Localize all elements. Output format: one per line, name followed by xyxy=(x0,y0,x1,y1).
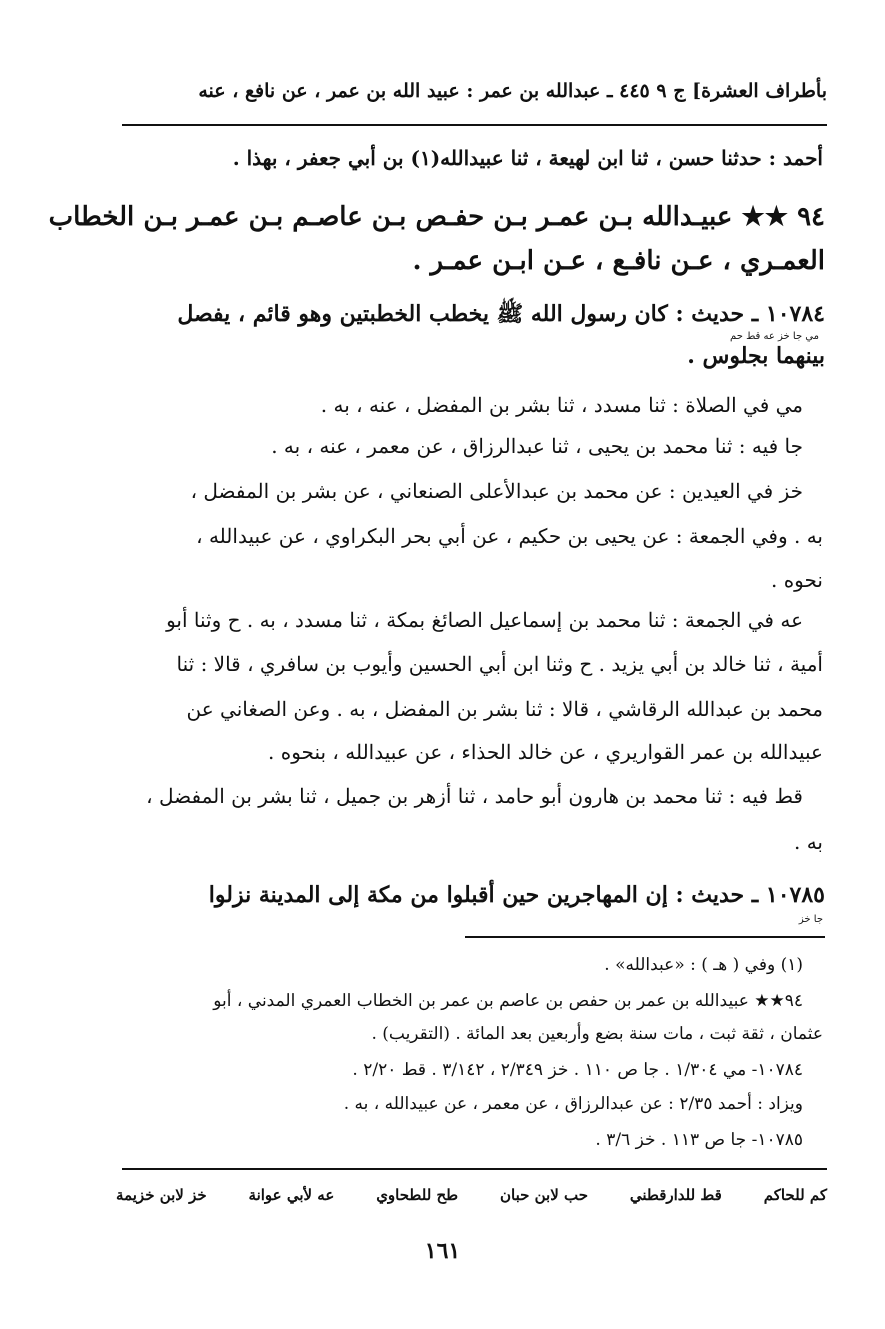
footnote-line: عثمان ، ثقة ثبت ، مات سنة بضع وأربعين بعد المائة . (التقريب) . xyxy=(371,1024,823,1044)
hadith-sigla: جا خز xyxy=(798,914,823,925)
text-line: به . وفي الجمعة : عن يحيى بن حكيم ، عن أبي بحر البكراوي ، عن عبيدالله ، xyxy=(196,524,823,548)
page-number: ١٦١ xyxy=(424,1238,461,1264)
abbreviation-item: حب لابن حبان xyxy=(500,1186,588,1204)
abbreviation-rule xyxy=(122,1168,827,1170)
abbreviation-item: طح للطحاوي xyxy=(376,1186,459,1204)
running-header: بأطراف العشرة] ج ٩ ٤٤٥ ـ عبدالله بن عمر : عبيد الله بن عمر ، عن نافع ، عنه xyxy=(198,80,827,102)
abbreviation-item: عه لأبي عوانة xyxy=(248,1186,335,1204)
text-line: محمد بن عبدالله الرقاشي ، قالا : ثنا بشر بن المفضل ، به . وعن الصغاني عن xyxy=(186,697,823,721)
hadith-heading: ١٠٧٨٥ ـ حديث : إن المهاجرين حين أقبلوا من مكة إلى المدينة نزلوا xyxy=(208,882,825,908)
hadith-sigla: مي جا خز عه قط حم xyxy=(730,331,819,342)
text-line: عبيدالله بن عمر القواريري ، عن خالد الحذاء ، عن عبيدالله ، بنحوه . xyxy=(268,740,823,764)
text-line: أمية ، ثنا خالد بن أبي يزيد . ح وثنا ابن أبي الحسين وأيوب بن سافري ، قالا : ثنا xyxy=(176,652,823,676)
abbreviation-item: قط للدارقطني xyxy=(629,1186,722,1204)
abbreviation-item: كم للحاكم xyxy=(763,1186,827,1204)
text-line: نحوه . xyxy=(770,568,823,592)
text-line: به . xyxy=(793,830,823,854)
text-line: قط فيه : ثنا محمد بن هارون أبو حامد ، ثنا أزهر بن جميل ، ثنا بشر بن المفضل ، xyxy=(146,784,803,808)
hadith-heading-continuation: بينهما بجلوس . xyxy=(687,343,825,369)
hadith-heading: ١٠٧٨٤ ـ حديث : كان رسول الله ﷺ يخطب الخطبتين وهو قائم ، يفصل xyxy=(177,301,825,327)
footnote-line: ويزاد : أحمد ٢/٣٥ : عن عبدالرزاق ، عن معمر ، عن عبيدالله ، به . xyxy=(343,1094,803,1114)
text-line: جا فيه : ثنا محمد بن يحيى ، ثنا عبدالرزاق ، عن معمر ، عنه ، به . xyxy=(271,434,803,458)
footnote-line: ١٠٧٨٥- جا ص ١١٣ . خز ٣/٦ . xyxy=(595,1130,803,1150)
text-line: خز في العيدين : عن محمد بن عبدالأعلى الصنعاني ، عن بشر بن المفضل ، xyxy=(190,479,803,503)
abbreviation-legend xyxy=(116,1186,827,1204)
footnote-line: (١) وفي ( هـ ) : «عبدالله» . xyxy=(604,955,803,975)
text-line: عه في الجمعة : ثنا محمد بن إسماعيل الصائغ بمكة ، ثنا مسدد ، به . ح وثنا أبو xyxy=(166,608,803,632)
abbreviation-item: خز لابن خزيمة xyxy=(116,1186,207,1204)
header-rule xyxy=(122,124,827,126)
footnote-line: ٩٤★★ عبيدالله بن عمر بن حفص بن عاصم بن عمر بن الخطاب العمري المدني ، أبو xyxy=(213,991,803,1011)
footnote-line: ١٠٧٨٤- مي ١/٣٠٤ . جا ص ١١٠ . خز ٢/٣٤٩ ، ٣/١٤٢ . قط ٢/٢٠ . xyxy=(352,1060,803,1080)
section-heading-line-2: العمـري ، عـن نافـع ، عـن ابـن عمـر . xyxy=(412,246,825,276)
footnote-rule xyxy=(465,936,825,938)
section-heading-line-1: ٩٤ ★★ عبيـدالله بـن عمـر بـن حفـص بـن عاصـم بـن عمـر بـن الخطاب xyxy=(48,202,825,232)
text-line: مي في الصلاة : ثنا مسدد ، ثنا بشر بن المفضل ، عنه ، به . xyxy=(320,393,803,417)
intro-line: أحمد : حدثنا حسن ، ثنا ابن لهيعة ، ثنا عبيدالله(١) بن أبي جعفر ، بهذا . xyxy=(232,146,823,170)
